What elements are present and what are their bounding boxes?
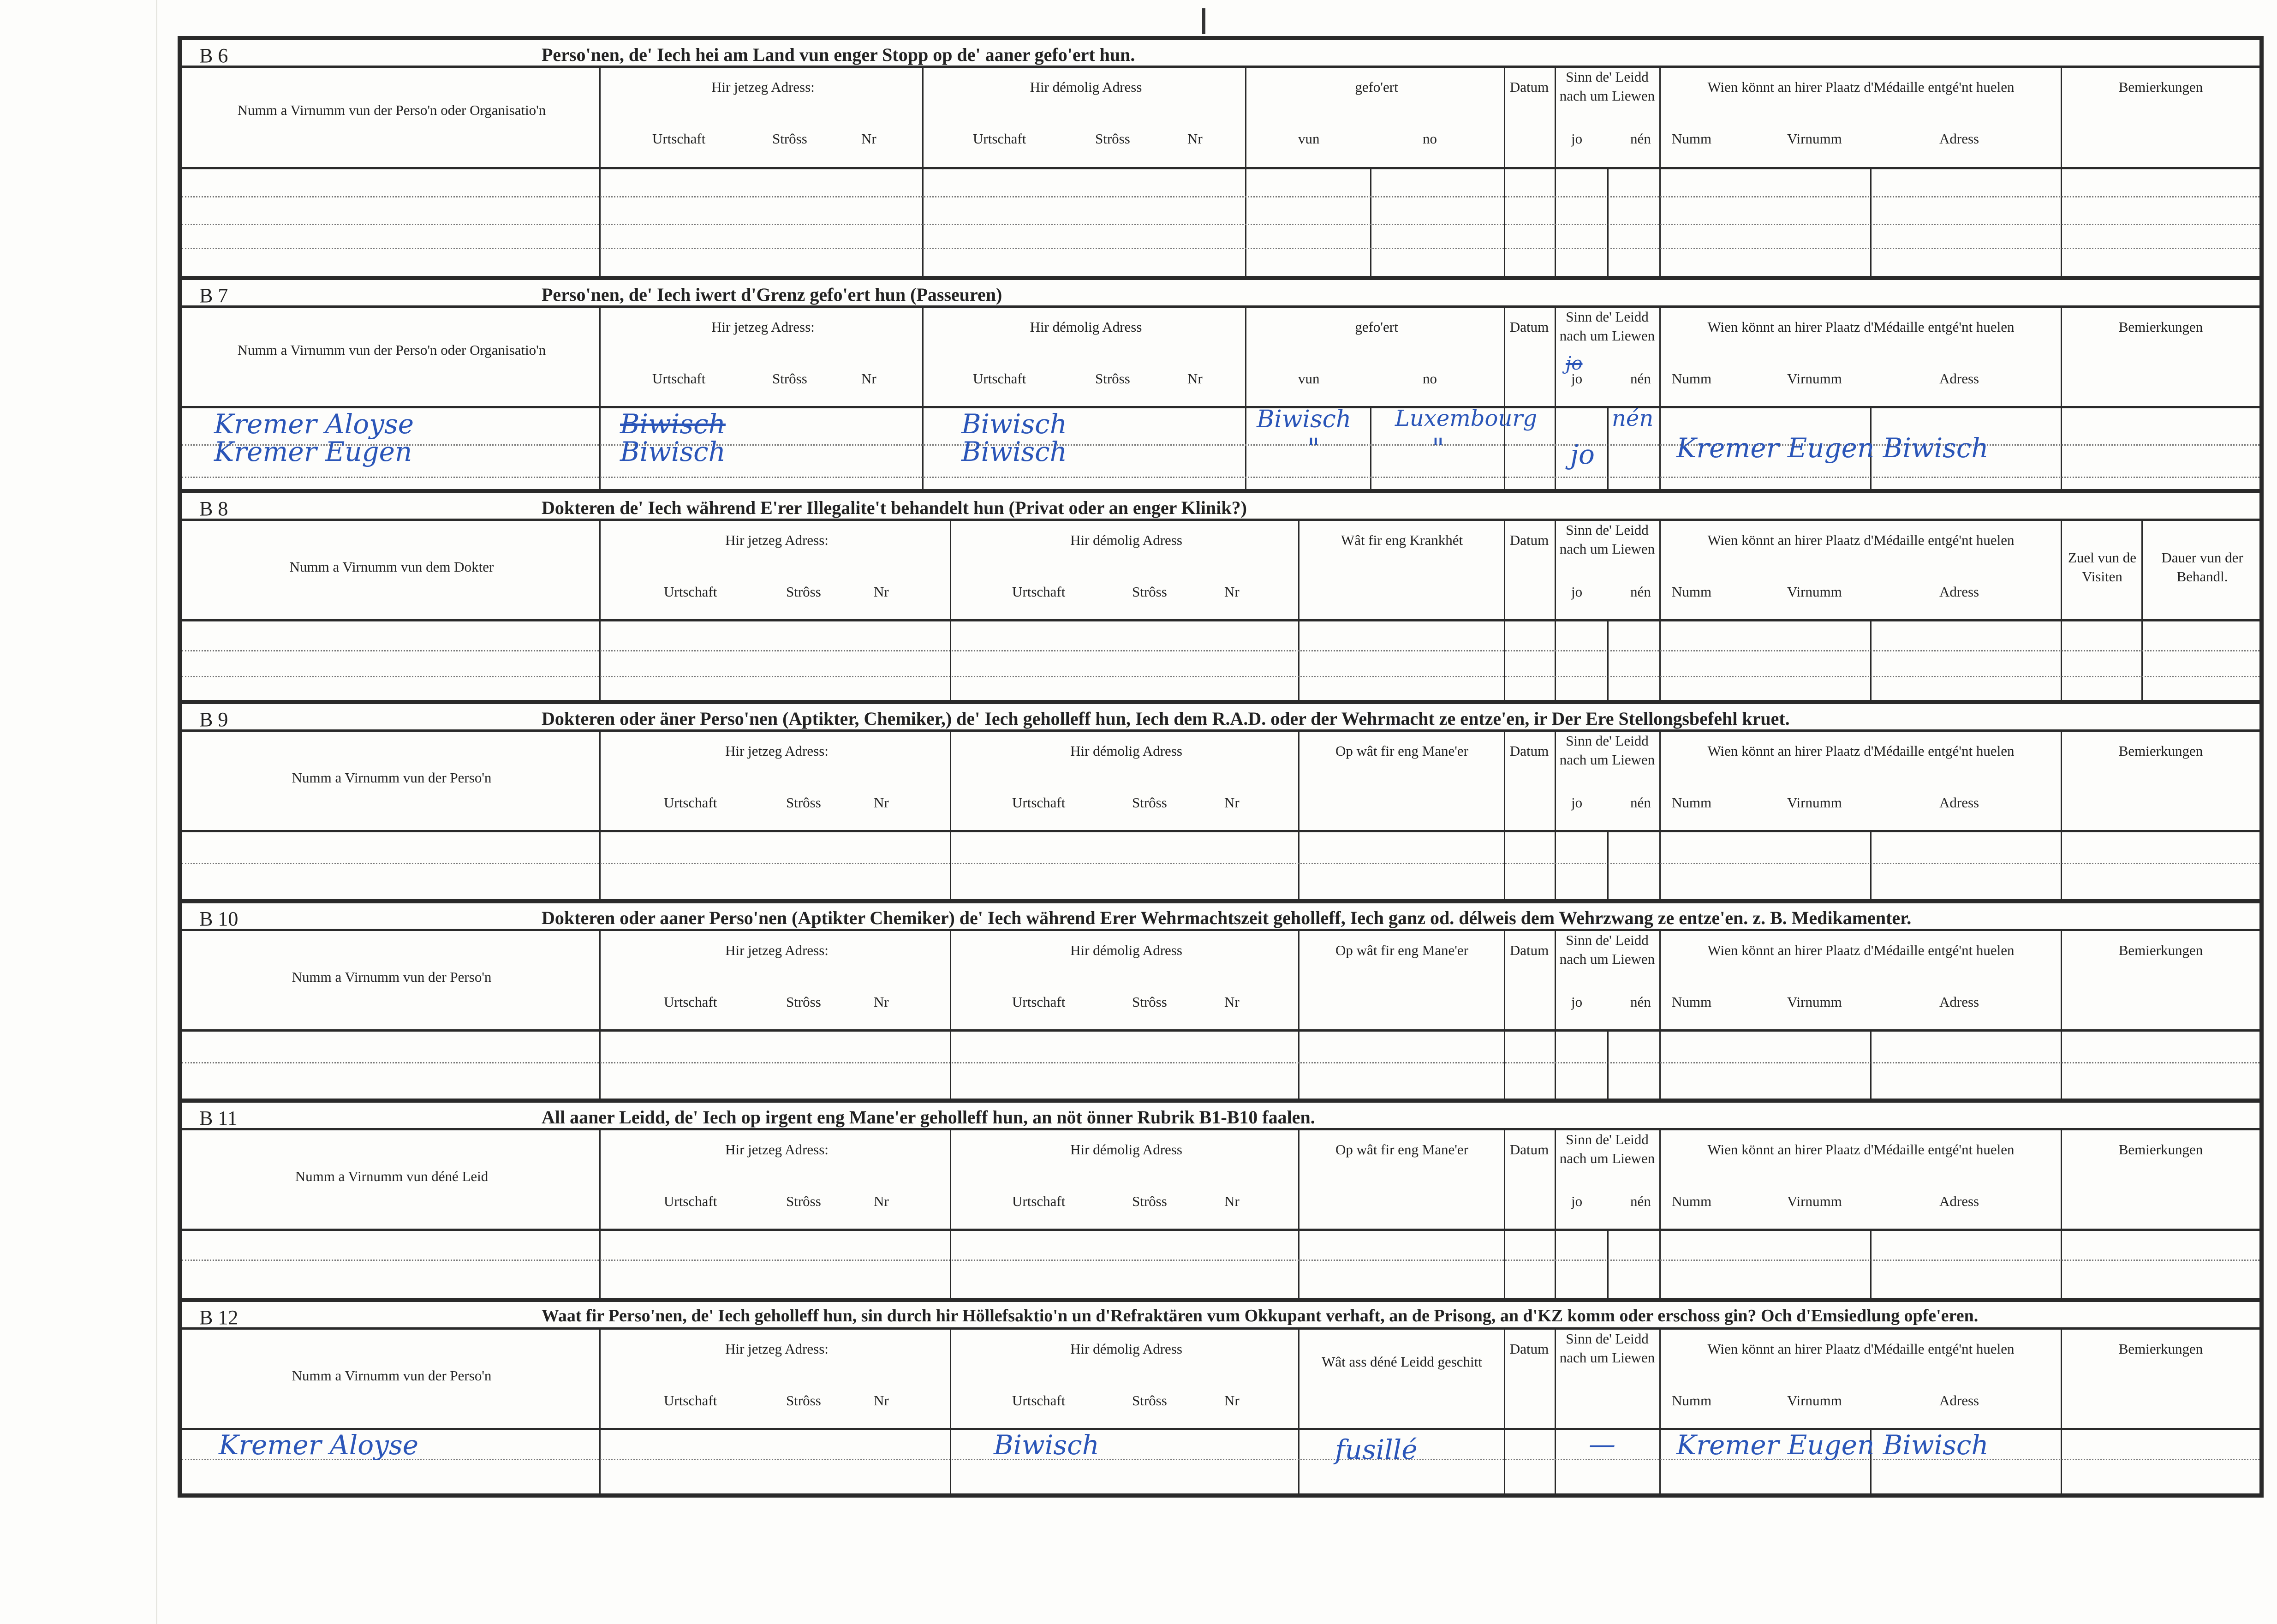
- col-address: Adress: [1939, 1193, 1979, 1209]
- section-code: B 8: [199, 497, 228, 520]
- col-no: nén: [1630, 131, 1651, 147]
- hw-risked-life: —: [1589, 1428, 1615, 1460]
- section-title: Waat fir Perso'nen, de' Iech geholleff hun, sin durch hir Höllefsaktio'n un d'Refraktären vum Okkupant verhaft, an de Prisong, an d'KZ komm oder erschoss gin? Och d'Emsiedlung opfe'eren.: [542, 1306, 1979, 1325]
- col-town: Urtschaft: [973, 370, 1026, 387]
- col-town: Urtschaft: [1012, 1193, 1066, 1209]
- col-risked-life: Sinn de' Leidd nach um Liewen: [1559, 1131, 1655, 1166]
- col-address: Adress: [1939, 131, 1979, 147]
- hw-yes-2: jo: [1570, 439, 1595, 470]
- hw-name-2: Kremer Eugen: [214, 436, 412, 467]
- col-nr: Nr: [1224, 994, 1240, 1010]
- section-code: B 6: [199, 44, 228, 67]
- section-title: Perso'nen, de' Iech hei am Land vun enger Stopp op de' aaner gefo'ert hun.: [542, 44, 1135, 65]
- col-illness: Wât fir eng Krankhét: [1341, 532, 1463, 548]
- col-town: Urtschaft: [1012, 794, 1066, 811]
- entry-area: [182, 1032, 2259, 1099]
- section-title: Dokteren oder aaner Perso'nen (Aptikter Chemiker) de' Iech während Erer Wehrmachtszeit geholleff, Iech ganz od. délweis dem Wehrzwang ze entze'en. z. B. Medikamenter.: [542, 908, 1912, 928]
- section-title-bar: [182, 280, 2259, 308]
- column-header: [182, 732, 2259, 832]
- col-nr: Nr: [1224, 1392, 1240, 1409]
- col-yes: jo: [1571, 131, 1583, 147]
- form-table: [178, 36, 2264, 1498]
- col-current-address: Hir jetzeg Adress:: [725, 1141, 829, 1158]
- col-date: Datum: [1509, 1341, 1549, 1357]
- col-date: Datum: [1509, 319, 1549, 335]
- section-code: B 9: [199, 708, 228, 731]
- hw-yes-struck: jo: [1566, 353, 1583, 374]
- section-title-bar: [182, 1103, 2259, 1130]
- section-b11: [182, 1103, 2259, 1302]
- col-first-name: Virnumm: [1787, 131, 1842, 147]
- column-header: [182, 521, 2259, 621]
- col-yes: jo: [1571, 1193, 1583, 1209]
- col-first-name: Virnumm: [1787, 584, 1842, 600]
- col-former-address: Hir démolig Adress: [1070, 1141, 1182, 1158]
- hw-former-town: Biwisch: [994, 1429, 1099, 1461]
- col-nr: Nr: [1187, 370, 1203, 387]
- col-from: vun: [1298, 131, 1320, 147]
- section-b10: [182, 903, 2259, 1103]
- col-medal: Wien könnt an hirer Plaatz d'Médaille entgé'nt huelen: [1707, 1141, 2015, 1158]
- hw-to-2: ": [1432, 432, 1444, 464]
- col-nr: Nr: [874, 1193, 889, 1209]
- hw-medal-receiver: Kremer Eugen Biwisch: [1676, 1429, 1989, 1461]
- col-street: Strôss: [1132, 584, 1167, 600]
- col-date: Datum: [1509, 532, 1549, 548]
- col-manner: Op wât fir eng Mane'er: [1335, 942, 1468, 958]
- col-former-address: Hir démolig Adress: [1070, 942, 1182, 958]
- hw-name: Kremer Aloyse: [219, 1429, 419, 1461]
- col-risked-life: Sinn de' Leidd nach um Liewen: [1559, 309, 1655, 344]
- col-no: nén: [1630, 584, 1651, 600]
- column-header: [182, 1330, 2259, 1430]
- col-date: Datum: [1509, 942, 1549, 958]
- col-street: Strôss: [1095, 370, 1130, 387]
- col-risked-life: Sinn de' Leidd nach um Liewen: [1559, 932, 1655, 967]
- col-nr: Nr: [1224, 1193, 1240, 1209]
- col-manner: Op wât fir eng Mane'er: [1335, 1141, 1468, 1158]
- col-street: Strôss: [772, 370, 807, 387]
- col-name: Numm a Virnumm vun dem Dokter: [289, 559, 494, 575]
- col-nr: Nr: [861, 131, 876, 147]
- entry-area: [182, 621, 2259, 700]
- col-street: Strôss: [1132, 994, 1167, 1010]
- col-risked-life: Sinn de' Leidd nach um Liewen: [1559, 1331, 1655, 1366]
- top-mark: [1202, 8, 1205, 34]
- entry-area: [182, 832, 2259, 899]
- col-date: Datum: [1509, 743, 1549, 759]
- section-b7: [182, 280, 2259, 493]
- section-title-bar: [182, 704, 2259, 732]
- col-surname: Numm: [1672, 794, 1712, 811]
- col-date: Datum: [1509, 1141, 1549, 1158]
- hw-from-1: Biwisch: [1257, 406, 1352, 433]
- section-code: B 11: [199, 1107, 238, 1129]
- col-first-name: Virnumm: [1787, 994, 1842, 1010]
- col-town: Urtschaft: [652, 131, 706, 147]
- col-surname: Numm: [1672, 1392, 1712, 1409]
- col-surname: Numm: [1672, 1193, 1712, 1209]
- column-header: [182, 931, 2259, 1032]
- col-duration: Dauer vun der Behandl.: [2161, 549, 2243, 585]
- hw-former-town-1: Biwisch: [961, 408, 1067, 440]
- col-first-name: Virnumm: [1787, 1392, 1842, 1409]
- entry-area: [182, 1430, 2259, 1493]
- col-street: Strôss: [786, 1392, 821, 1409]
- col-former-address: Hir démolig Adress: [1070, 1341, 1182, 1357]
- col-medal: Wien könnt an hirer Plaatz d'Médaille entgé'nt huelen: [1707, 319, 2015, 335]
- section-b6: [182, 40, 2259, 280]
- col-yes: jo: [1571, 794, 1583, 811]
- col-current-address: Hir jetzeg Adress:: [725, 743, 829, 759]
- col-former-address: Hir démolig Adress: [1070, 532, 1182, 548]
- col-address: Adress: [1939, 994, 1979, 1010]
- hw-current-town-1: Biwisch: [620, 408, 726, 440]
- col-former-address: Hir démolig Adress: [1030, 79, 1142, 95]
- col-street: Strôss: [1095, 131, 1130, 147]
- section-code: B 10: [199, 908, 238, 930]
- col-name: Numm a Virnumm vun der Perso'n: [292, 770, 492, 786]
- column-header: [182, 68, 2259, 169]
- hw-fate: fusillé: [1335, 1434, 1418, 1465]
- col-visits: Zuel vun de Visiten: [2068, 549, 2137, 585]
- col-medal: Wien könnt an hirer Plaatz d'Médaille entgé'nt huelen: [1707, 743, 2015, 759]
- col-address: Adress: [1939, 370, 1979, 387]
- col-no: nén: [1630, 994, 1651, 1010]
- col-to: no: [1423, 131, 1437, 147]
- col-first-name: Virnumm: [1787, 794, 1842, 811]
- col-nr: Nr: [1224, 584, 1240, 600]
- col-manner: Op wât fir eng Mane'er: [1335, 743, 1468, 759]
- col-medal: Wien könnt an hirer Plaatz d'Médaille entgé'nt huelen: [1707, 942, 2015, 958]
- col-address: Adress: [1939, 1392, 1979, 1409]
- col-street: Strôss: [1132, 1392, 1167, 1409]
- col-nr: Nr: [874, 1392, 889, 1409]
- col-town: Urtschaft: [973, 131, 1026, 147]
- col-town: Urtschaft: [652, 370, 706, 387]
- col-led: gefo'ert: [1355, 79, 1398, 95]
- column-header: [182, 1130, 2259, 1231]
- col-name: Numm a Virnumm vun der Perso'n oder Organisatio'n: [237, 102, 546, 118]
- col-former-address: Hir démolig Adress: [1070, 743, 1182, 759]
- col-current-address: Hir jetzeg Adress:: [725, 532, 829, 548]
- section-title-bar: [182, 903, 2259, 931]
- col-first-name: Virnumm: [1787, 370, 1842, 387]
- col-yes: jo: [1571, 370, 1583, 387]
- col-to: no: [1423, 370, 1437, 387]
- col-nr: Nr: [874, 794, 889, 811]
- col-nr: Nr: [861, 370, 876, 387]
- col-surname: Numm: [1672, 584, 1712, 600]
- col-remarks: Bemierkungen: [2118, 1341, 2203, 1357]
- entry-area: [182, 1231, 2259, 1298]
- section-b12: [182, 1302, 2259, 1493]
- col-yes: jo: [1571, 584, 1583, 600]
- col-street: Strôss: [786, 584, 821, 600]
- col-no: nén: [1630, 1193, 1651, 1209]
- col-remarks: Bemierkungen: [2118, 79, 2203, 95]
- col-remarks: Bemierkungen: [2118, 942, 2203, 958]
- section-b8: [182, 493, 2259, 704]
- section-title-bar: [182, 1302, 2259, 1330]
- hw-medal-receiver: Kremer Eugen Biwisch: [1676, 432, 1989, 464]
- col-led: gefo'ert: [1355, 319, 1398, 335]
- col-remarks: Bemierkungen: [2118, 743, 2203, 759]
- section-title: Dokteren oder äner Perso'nen (Aptikter, Chemiker,) de' Iech geholleff hun, Iech dem R.A.D. oder der Wehrmacht ze entze'en, ir Der Ere Stellongsbefehl kruet.: [542, 708, 1790, 729]
- entry-area: [182, 169, 2259, 276]
- col-address: Adress: [1939, 794, 1979, 811]
- col-town: Urtschaft: [664, 1392, 717, 1409]
- section-b9: [182, 704, 2259, 903]
- col-remarks: Bemierkungen: [2118, 319, 2203, 335]
- col-name: Numm a Virnumm vun der Perso'n: [292, 969, 492, 985]
- col-street: Strôss: [786, 1193, 821, 1209]
- col-town: Urtschaft: [1012, 994, 1066, 1010]
- col-name: Numm a Virnumm vun der Perso'n: [292, 1367, 492, 1384]
- col-medal: Wien könnt an hirer Plaatz d'Médaille entgé'nt huelen: [1707, 1341, 2015, 1357]
- page-fold: [156, 0, 157, 1624]
- hw-from-2: ": [1307, 432, 1320, 464]
- col-address: Adress: [1939, 584, 1979, 600]
- col-surname: Numm: [1672, 370, 1712, 387]
- section-title-bar: [182, 40, 2259, 68]
- col-current-address: Hir jetzeg Adress:: [725, 1341, 829, 1357]
- col-no: nén: [1630, 794, 1651, 811]
- col-town: Urtschaft: [1012, 1392, 1066, 1409]
- col-name: Numm a Virnumm vun déné Leid: [295, 1168, 489, 1184]
- col-street: Strôss: [1132, 1193, 1167, 1209]
- column-header: [182, 308, 2259, 408]
- col-current-address: Hir jetzeg Adress:: [725, 942, 829, 958]
- col-surname: Numm: [1672, 994, 1712, 1010]
- col-street: Strôss: [786, 794, 821, 811]
- col-nr: Nr: [874, 994, 889, 1010]
- hw-to-1: Luxembourg: [1395, 406, 1537, 431]
- col-town: Urtschaft: [664, 1193, 717, 1209]
- hw-no-1: nén: [1612, 406, 1654, 431]
- section-title: Dokteren de' Iech während E'rer Illegalite't behandelt hun (Privat oder an enger Klinik?): [542, 497, 1247, 518]
- section-title: Perso'nen, de' Iech iwert d'Grenz gefo'ert hun (Passeuren): [542, 284, 1002, 305]
- col-first-name: Virnumm: [1787, 1193, 1842, 1209]
- section-title-bar: [182, 493, 2259, 521]
- col-medal: Wien könnt an hirer Plaatz d'Médaille entgé'nt huelen: [1707, 532, 2015, 548]
- col-former-address: Hir démolig Adress: [1030, 319, 1142, 335]
- col-risked-life: Sinn de' Leidd nach um Liewen: [1559, 733, 1655, 768]
- col-medal: Wien könnt an hirer Plaatz d'Médaille entgé'nt huelen: [1707, 79, 2015, 95]
- section-title: All aaner Leidd, de' Iech op irgent eng Mane'er geholleff hun, an nöt önner Rubrik B1-B10 faalen.: [542, 1107, 1315, 1128]
- col-date: Datum: [1509, 79, 1549, 95]
- col-nr: Nr: [1187, 131, 1203, 147]
- col-risked-life: Sinn de' Leidd nach um Liewen: [1559, 522, 1655, 557]
- col-nr: Nr: [1224, 794, 1240, 811]
- col-street: Strôss: [1132, 794, 1167, 811]
- col-from: vun: [1298, 370, 1320, 387]
- hw-former-town-2: Biwisch: [961, 436, 1067, 467]
- hw-current-town-2: Biwisch: [620, 436, 726, 467]
- col-town: Urtschaft: [664, 584, 717, 600]
- section-code: B 12: [199, 1306, 238, 1329]
- col-risked-life: Sinn de' Leidd nach um Liewen: [1559, 69, 1655, 104]
- col-current-address: Hir jetzeg Adress:: [711, 319, 815, 335]
- hw-name-1: Kremer Aloyse: [214, 408, 414, 440]
- col-town: Urtschaft: [664, 994, 717, 1010]
- col-town: Urtschaft: [1012, 584, 1066, 600]
- col-current-address: Hir jetzeg Adress:: [711, 79, 815, 95]
- section-code: B 7: [199, 284, 228, 307]
- col-surname: Numm: [1672, 131, 1712, 147]
- col-no: nén: [1630, 370, 1651, 387]
- col-street: Strôss: [772, 131, 807, 147]
- col-nr: Nr: [874, 584, 889, 600]
- col-fate: Wât ass déné Leidd geschitt: [1322, 1354, 1482, 1370]
- col-yes: jo: [1571, 994, 1583, 1010]
- col-name: Numm a Virnumm vun der Perso'n oder Organisatio'n: [237, 342, 546, 358]
- col-remarks: Bemierkungen: [2118, 1141, 2203, 1158]
- col-street: Strôss: [786, 994, 821, 1010]
- col-town: Urtschaft: [664, 794, 717, 811]
